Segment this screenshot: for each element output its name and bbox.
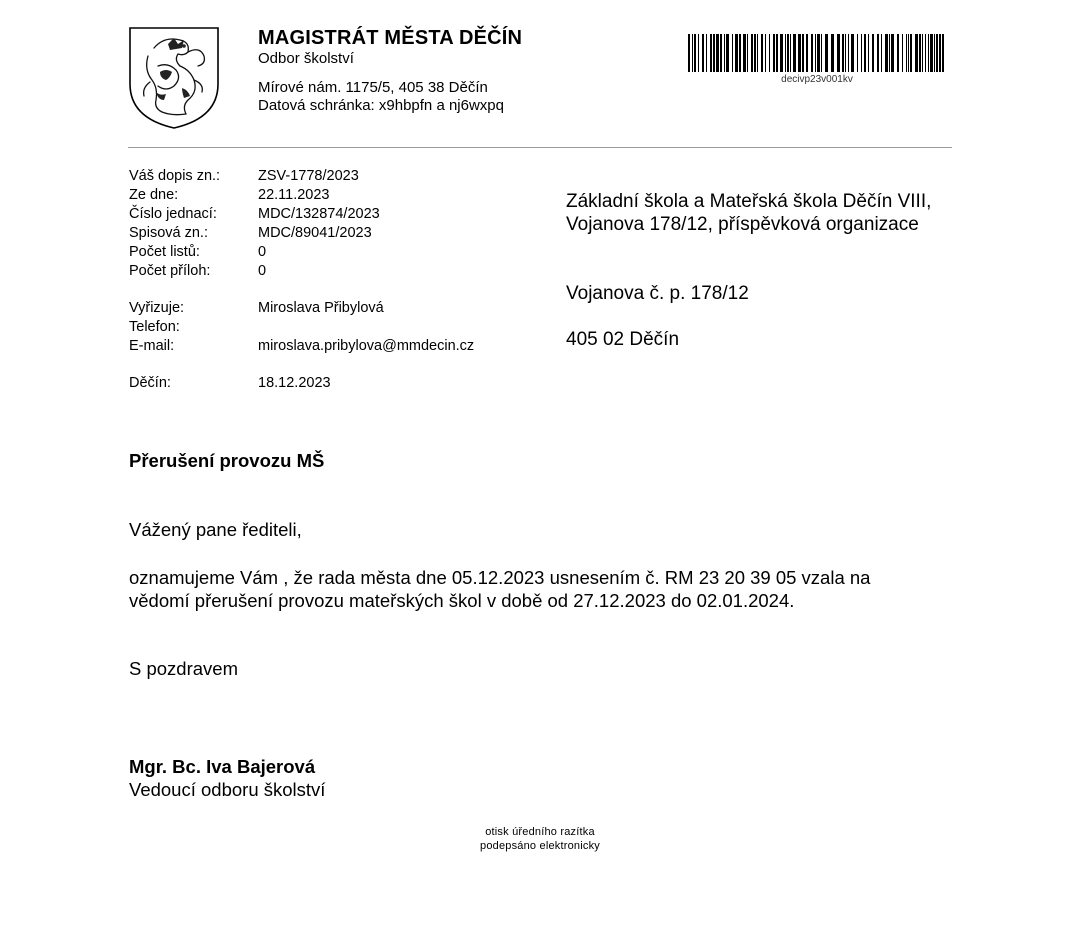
date-from-value: 22.11.2023: [258, 187, 330, 203]
letter-subject: Přerušení provozu MŠ: [129, 450, 325, 471]
your-letter-value: ZSV-1778/2023: [258, 168, 359, 184]
ref-number-label: Číslo jednací:: [129, 206, 217, 222]
body-line-2: vědomí přerušení provozu mateřských škol v době od 27.12.2023 do 02.01.2024.: [129, 590, 795, 611]
department-name: Odbor školství: [258, 50, 354, 67]
stamp-note-line2: podepsáno elektronicky: [480, 840, 600, 852]
recipient-line2: Vojanova 178/12, příspěvková organizace: [566, 214, 919, 235]
barcode-icon: [688, 34, 946, 72]
organization-name: MAGISTRÁT MĚSTA DĚČÍN: [258, 27, 523, 49]
attachments-value: 0: [258, 263, 267, 279]
file-number-value: MDC/89041/2023: [258, 225, 372, 241]
recipient-line1: Základní škola a Mateřská škola Děčín VIII,: [566, 191, 932, 212]
phone-label: Telefon:: [129, 319, 180, 335]
city-coat-of-arms-icon: [128, 26, 220, 130]
your-letter-label: Váš dopis zn.:: [129, 168, 221, 184]
signer-name: Mgr. Bc. Iva Bajerová: [129, 756, 316, 777]
sheets-label: Počet listů:: [129, 244, 200, 260]
email-link[interactable]: miroslava.pribylova@mmdecin.cz: [258, 338, 475, 354]
date-from-label: Ze dne:: [129, 187, 179, 203]
recipient-street: Vojanova č. p. 178/12: [566, 283, 749, 304]
handled-by-label: Vyřizuje:: [129, 300, 185, 316]
file-number-label: Spisová zn.:: [129, 225, 208, 241]
body-line-1: oznamujeme Vám , že rada města dne 05.12.2023 usnesením č. RM 23 20 39 05 vzala na: [129, 567, 871, 588]
ref-number-value: MDC/132874/2023: [258, 206, 380, 222]
email-label: E-mail:: [129, 338, 175, 354]
closing: S pozdravem: [129, 658, 238, 679]
place-label: Děčín:: [129, 375, 171, 391]
stamp-note-line1: otisk úředního razítka: [485, 826, 595, 838]
handled-by-value: Miroslava Přibylová: [258, 300, 384, 316]
barcode-text: decivp23v001kv: [781, 74, 853, 85]
signer-role: Vedoucí odboru školství: [129, 779, 326, 800]
salutation: Vážený pane řediteli,: [129, 519, 302, 540]
attachments-label: Počet příloh:: [129, 263, 211, 279]
data-box-id: Datová schránka: x9hbpfn a nj6wxpq: [258, 97, 504, 114]
header-divider: [128, 147, 952, 148]
sheets-value: 0: [258, 244, 267, 260]
recipient-city: 405 02 Děčín: [566, 329, 680, 350]
organization-address: Mírové nám. 1175/5, 405 38 Děčín: [258, 79, 488, 96]
place-date-value: 18.12.2023: [258, 375, 331, 391]
